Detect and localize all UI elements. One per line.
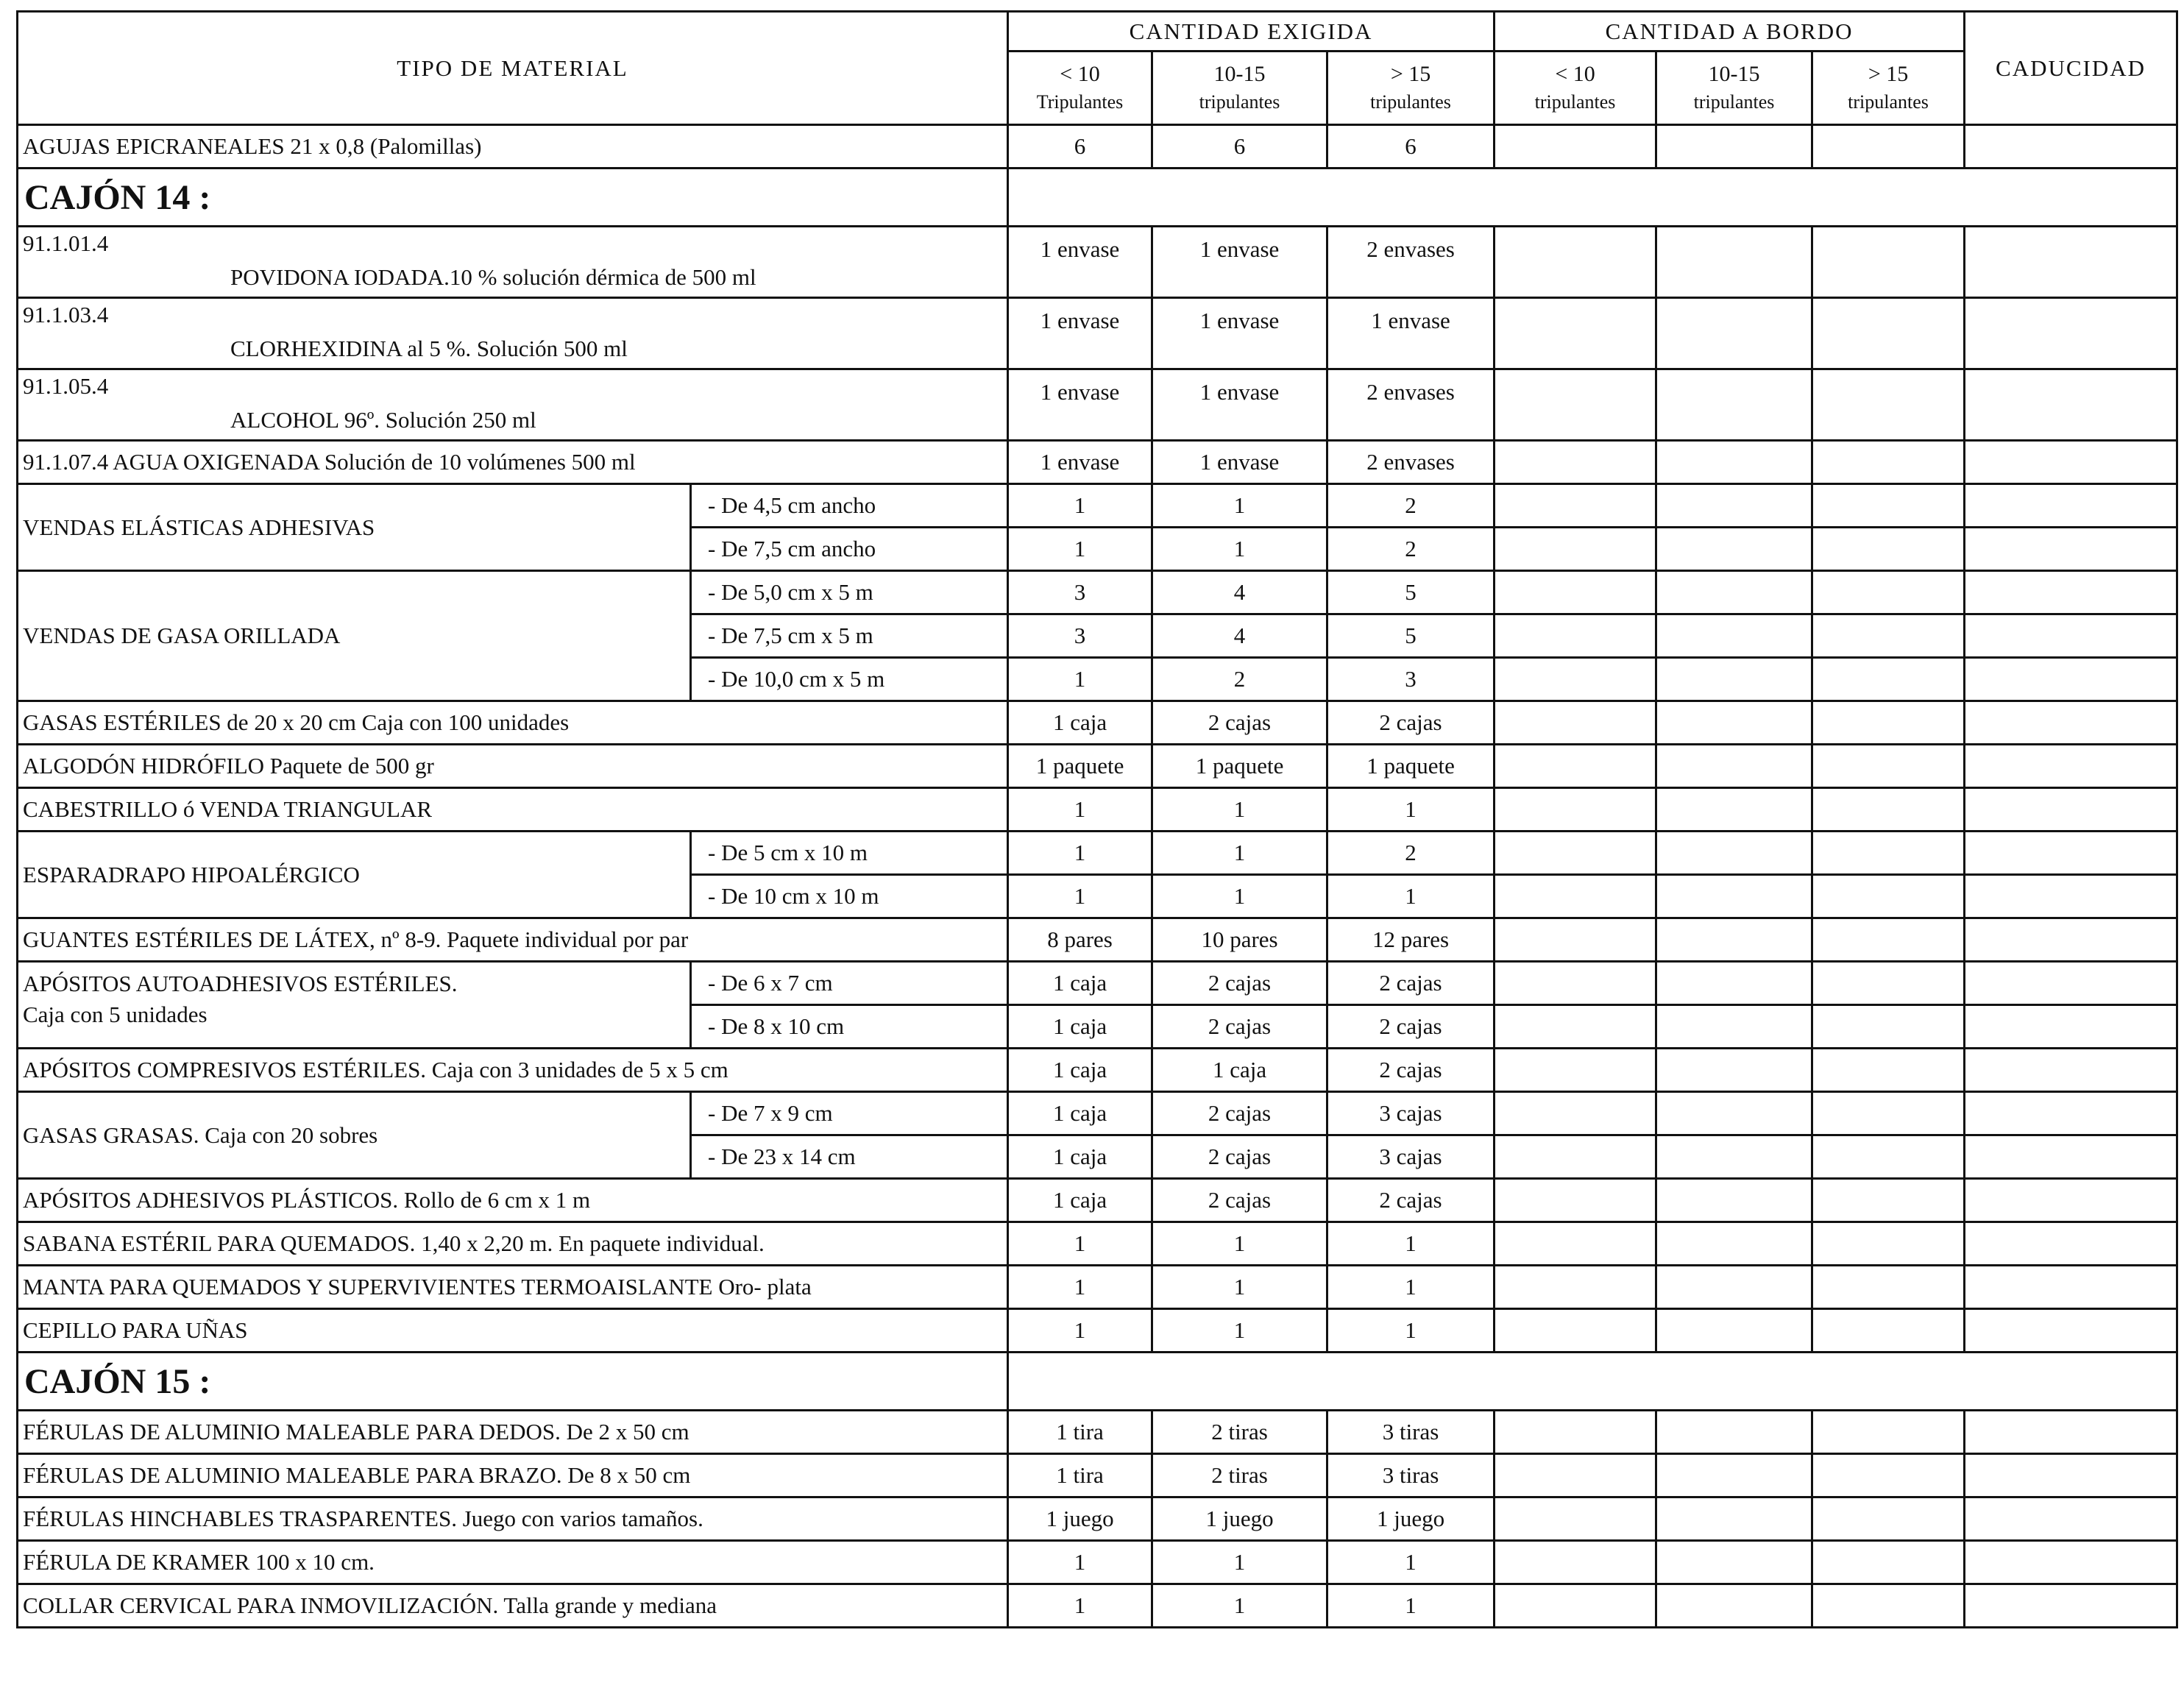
- item-size: - De 23 x 14 cm: [691, 1135, 1008, 1179]
- qty-cell: 1: [1152, 528, 1327, 571]
- header-col-exigida-lt10: < 10 Tripulantes: [1008, 52, 1152, 125]
- table-row: [18, 788, 2177, 832]
- onboard-cell[interactable]: [1495, 1092, 1656, 1135]
- header-col-bordo-10-15: 10-15 tripulantes: [1656, 52, 1812, 125]
- onboard-cell[interactable]: [1812, 1454, 1965, 1497]
- onboard-cell[interactable]: [1812, 1541, 1965, 1584]
- onboard-cell[interactable]: [1656, 788, 1812, 832]
- table-row: [18, 745, 2177, 788]
- onboard-cell[interactable]: [1812, 918, 1965, 962]
- item-name: [18, 298, 1008, 369]
- qty-cell: 1: [1008, 1266, 1152, 1309]
- table-row: [18, 484, 2177, 528]
- medical-supply-sheet: [16, 10, 2176, 1628]
- onboard-cell[interactable]: [1495, 369, 1656, 441]
- onboard-cell[interactable]: [1495, 1497, 1656, 1541]
- qty-cell: 6: [1008, 125, 1152, 169]
- onboard-cell[interactable]: [1495, 528, 1656, 571]
- expiry-cell[interactable]: [1965, 1266, 2177, 1309]
- qty-cell: 1 caja: [1008, 962, 1152, 1005]
- item-size: - De 4,5 cm ancho: [691, 484, 1008, 528]
- onboard-cell[interactable]: [1812, 441, 1965, 484]
- qty-cell: 1 envase: [1327, 298, 1495, 369]
- onboard-cell[interactable]: [1495, 1584, 1656, 1628]
- qty-cell: 2 cajas: [1327, 1049, 1495, 1092]
- onboard-cell[interactable]: [1495, 701, 1656, 745]
- section-row: [18, 1353, 2177, 1411]
- qty-cell: 2: [1327, 528, 1495, 571]
- qty-cell: 1 paquete: [1152, 745, 1327, 788]
- onboard-cell[interactable]: [1656, 528, 1812, 571]
- onboard-cell[interactable]: [1812, 962, 1965, 1005]
- expiry-cell[interactable]: [1965, 962, 2177, 1005]
- section-filler: [1008, 1353, 2177, 1411]
- onboard-cell[interactable]: [1495, 875, 1656, 918]
- item-name-line-1: APÓSITOS AUTOADHESIVOS ESTÉRILES.: [23, 971, 458, 996]
- qty-cell: 1: [1327, 875, 1495, 918]
- expiry-cell[interactable]: [1965, 1049, 2177, 1092]
- qty-cell: 6: [1327, 125, 1495, 169]
- qty-cell: 2 tiras: [1152, 1454, 1327, 1497]
- onboard-cell[interactable]: [1812, 369, 1965, 441]
- onboard-cell[interactable]: [1656, 1049, 1812, 1092]
- item-size: - De 8 x 10 cm: [691, 1005, 1008, 1049]
- onboard-cell[interactable]: [1495, 832, 1656, 875]
- qty-cell: 1: [1152, 1266, 1327, 1309]
- expiry-cell[interactable]: [1965, 658, 2177, 701]
- qty-cell: 1 envase: [1152, 227, 1327, 298]
- qty-cell: 3 tiras: [1327, 1411, 1495, 1454]
- qty-cell: 8 pares: [1008, 918, 1152, 962]
- expiry-cell[interactable]: [1965, 1541, 2177, 1584]
- qty-cell: 1: [1008, 528, 1152, 571]
- header-col-bordo-lt10: < 10 tripulantes: [1495, 52, 1656, 125]
- onboard-cell[interactable]: [1495, 658, 1656, 701]
- item-name-line-2: Caja con 5 unidades: [23, 1002, 208, 1027]
- onboard-cell[interactable]: [1812, 298, 1965, 369]
- qty-cell: 1 juego: [1152, 1497, 1327, 1541]
- item-name: GASAS GRASAS. Caja con 20 sobres: [18, 1092, 691, 1179]
- qty-cell: 1: [1008, 1584, 1152, 1628]
- onboard-cell[interactable]: [1812, 1049, 1965, 1092]
- expiry-cell[interactable]: [1965, 1135, 2177, 1179]
- onboard-cell[interactable]: [1495, 1266, 1656, 1309]
- qty-cell: 2 cajas: [1327, 962, 1495, 1005]
- qty-cell: 3: [1327, 658, 1495, 701]
- qty-cell: 2 cajas: [1152, 962, 1327, 1005]
- qty-cell: 2 cajas: [1152, 1005, 1327, 1049]
- onboard-cell[interactable]: [1495, 1049, 1656, 1092]
- onboard-cell[interactable]: [1656, 571, 1812, 614]
- qty-cell: 3: [1008, 614, 1152, 658]
- onboard-cell[interactable]: [1656, 1309, 1812, 1353]
- qty-cell: 1 paquete: [1008, 745, 1152, 788]
- qty-cell: 1 juego: [1008, 1497, 1152, 1541]
- expiry-cell[interactable]: [1965, 1222, 2177, 1266]
- qty-cell: 2 cajas: [1152, 701, 1327, 745]
- qty-cell: 1 caja: [1008, 1179, 1152, 1222]
- onboard-cell[interactable]: [1656, 369, 1812, 441]
- onboard-cell[interactable]: [1656, 962, 1812, 1005]
- onboard-cell[interactable]: [1812, 745, 1965, 788]
- header-cantidad-a-bordo: CANTIDAD A BORDO: [1495, 12, 1965, 52]
- qty-cell: 5: [1327, 571, 1495, 614]
- table-row: [18, 571, 2177, 614]
- expiry-cell[interactable]: [1965, 1179, 2177, 1222]
- section-filler: [1008, 169, 2177, 227]
- onboard-cell[interactable]: [1495, 298, 1656, 369]
- qty-cell: 1: [1152, 1309, 1327, 1353]
- qty-cell: 2 cajas: [1327, 1005, 1495, 1049]
- qty-cell: 3 cajas: [1327, 1092, 1495, 1135]
- onboard-cell[interactable]: [1812, 1411, 1965, 1454]
- item-name: FÉRULAS DE ALUMINIO MALEABLE PARA BRAZO. De 8 x 50 cm: [18, 1454, 1008, 1497]
- qty-cell: 1: [1152, 1541, 1327, 1584]
- onboard-cell[interactable]: [1656, 1497, 1812, 1541]
- onboard-cell[interactable]: [1812, 484, 1965, 528]
- table-row: [18, 1497, 2177, 1541]
- qty-cell: 1: [1008, 484, 1152, 528]
- qty-cell: 1 juego: [1327, 1497, 1495, 1541]
- qty-cell: 1 envase: [1008, 441, 1152, 484]
- qty-cell: 2: [1327, 832, 1495, 875]
- onboard-cell[interactable]: [1656, 1454, 1812, 1497]
- onboard-cell[interactable]: [1495, 227, 1656, 298]
- header-col-exigida-gt15: > 15 tripulantes: [1327, 52, 1495, 125]
- item-name: FÉRULAS HINCHABLES TRASPARENTES. Juego con varios tamaños.: [18, 1497, 1008, 1541]
- qty-cell: 1 envase: [1008, 227, 1152, 298]
- qty-cell: 1 envase: [1152, 369, 1327, 441]
- onboard-cell[interactable]: [1812, 1266, 1965, 1309]
- onboard-cell[interactable]: [1812, 1005, 1965, 1049]
- qty-cell: 2: [1327, 484, 1495, 528]
- qty-cell: 1: [1327, 1222, 1495, 1266]
- table-row: [18, 1222, 2177, 1266]
- onboard-cell[interactable]: [1495, 125, 1656, 169]
- qty-cell: 1: [1008, 832, 1152, 875]
- onboard-cell[interactable]: [1495, 1005, 1656, 1049]
- onboard-cell[interactable]: [1495, 571, 1656, 614]
- expiry-cell[interactable]: [1965, 1092, 2177, 1135]
- onboard-cell[interactable]: [1656, 1179, 1812, 1222]
- item-name: COLLAR CERVICAL PARA INMOVILIZACIÓN. Talla grande y mediana: [18, 1584, 1008, 1628]
- qty-cell: 3 tiras: [1327, 1454, 1495, 1497]
- onboard-cell[interactable]: [1656, 441, 1812, 484]
- onboard-cell[interactable]: [1495, 1454, 1656, 1497]
- onboard-cell[interactable]: [1656, 1092, 1812, 1135]
- qty-cell: 2 cajas: [1152, 1135, 1327, 1179]
- qty-cell: 1: [1008, 1309, 1152, 1353]
- qty-cell: 1 envase: [1008, 369, 1152, 441]
- onboard-cell[interactable]: [1495, 962, 1656, 1005]
- onboard-cell[interactable]: [1495, 918, 1656, 962]
- item-description: POVIDONA IODADA.10 % solución dérmica de 500 ml: [230, 264, 756, 290]
- table-row: [18, 369, 2177, 441]
- expiry-cell[interactable]: [1965, 788, 2177, 832]
- expiry-cell[interactable]: [1965, 1309, 2177, 1353]
- expiry-cell[interactable]: [1965, 441, 2177, 484]
- qty-cell: 1: [1327, 788, 1495, 832]
- expiry-cell[interactable]: [1965, 571, 2177, 614]
- qty-cell: 2: [1152, 658, 1327, 701]
- qty-cell: 12 pares: [1327, 918, 1495, 962]
- onboard-cell[interactable]: [1656, 298, 1812, 369]
- onboard-cell[interactable]: [1812, 1309, 1965, 1353]
- onboard-cell[interactable]: [1656, 1266, 1812, 1309]
- qty-cell: 1: [1152, 484, 1327, 528]
- onboard-cell[interactable]: [1656, 1222, 1812, 1266]
- qty-cell: 1 caja: [1152, 1049, 1327, 1092]
- qty-cell: 1 paquete: [1327, 745, 1495, 788]
- item-size: - De 10,0 cm x 5 m: [691, 658, 1008, 701]
- qty-cell: 6: [1152, 125, 1327, 169]
- onboard-cell[interactable]: [1495, 1222, 1656, 1266]
- qty-cell: 1: [1327, 1309, 1495, 1353]
- table-row: [18, 832, 2177, 875]
- onboard-cell[interactable]: [1495, 614, 1656, 658]
- qty-cell: 1 caja: [1008, 1049, 1152, 1092]
- qty-cell: 1: [1008, 1222, 1152, 1266]
- qty-cell: 2 cajas: [1152, 1179, 1327, 1222]
- header-cantidad-exigida: CANTIDAD EXIGIDA: [1008, 12, 1495, 52]
- qty-cell: 1: [1152, 832, 1327, 875]
- item-size: - De 7,5 cm ancho: [691, 528, 1008, 571]
- onboard-cell[interactable]: [1656, 701, 1812, 745]
- table-row: [18, 1092, 2177, 1135]
- item-name: 91.1.07.4 AGUA OXIGENADA Solución de 10 volúmenes 500 ml: [18, 441, 1008, 484]
- onboard-cell[interactable]: [1656, 1135, 1812, 1179]
- expiry-cell[interactable]: [1965, 125, 2177, 169]
- qty-cell: 1 caja: [1008, 701, 1152, 745]
- expiry-cell[interactable]: [1965, 369, 2177, 441]
- table-row: [18, 1266, 2177, 1309]
- onboard-cell[interactable]: [1495, 484, 1656, 528]
- onboard-cell[interactable]: [1812, 1135, 1965, 1179]
- qty-cell: 10 pares: [1152, 918, 1327, 962]
- medical-supply-table: [16, 10, 2178, 1628]
- qty-cell: 5: [1327, 614, 1495, 658]
- item-name: VENDAS DE GASA ORILLADA: [18, 571, 691, 701]
- onboard-cell[interactable]: [1812, 788, 1965, 832]
- expiry-cell[interactable]: [1965, 528, 2177, 571]
- qty-cell: 1 envase: [1152, 441, 1327, 484]
- onboard-cell[interactable]: [1495, 441, 1656, 484]
- expiry-cell[interactable]: [1965, 1454, 2177, 1497]
- qty-cell: 4: [1152, 614, 1327, 658]
- item-name: MANTA PARA QUEMADOS Y SUPERVIVIENTES TERMOAISLANTE Oro- plata: [18, 1266, 1008, 1309]
- table-row: [18, 962, 2177, 1005]
- item-name: VENDAS ELÁSTICAS ADHESIVAS: [18, 484, 691, 571]
- qty-cell: 3: [1008, 571, 1152, 614]
- table-row: [18, 701, 2177, 745]
- qty-cell: 2 envases: [1327, 227, 1495, 298]
- onboard-cell[interactable]: [1656, 745, 1812, 788]
- expiry-cell[interactable]: [1965, 614, 2177, 658]
- expiry-cell[interactable]: [1965, 1497, 2177, 1541]
- item-name: GASAS ESTÉRILES de 20 x 20 cm Caja con 100 unidades: [18, 701, 1008, 745]
- section-heading: CAJÓN 15 :: [18, 1353, 1008, 1411]
- item-name: [18, 962, 691, 1049]
- table-row: [18, 1454, 2177, 1497]
- qty-cell: 1: [1152, 1222, 1327, 1266]
- item-code: 91.1.01.4: [23, 230, 109, 256]
- item-name: SABANA ESTÉRIL PARA QUEMADOS. 1,40 x 2,20 m. En paquete individual.: [18, 1222, 1008, 1266]
- item-name: APÓSITOS COMPRESIVOS ESTÉRILES. Caja con 3 unidades de 5 x 5 cm: [18, 1049, 1008, 1092]
- onboard-cell[interactable]: [1812, 571, 1965, 614]
- item-name: APÓSITOS ADHESIVOS PLÁSTICOS. Rollo de 6 cm x 1 m: [18, 1179, 1008, 1222]
- qty-cell: 1 envase: [1008, 298, 1152, 369]
- onboard-cell[interactable]: [1812, 1222, 1965, 1266]
- item-name: AGUJAS EPICRANEALES 21 x 0,8 (Palomillas): [18, 125, 1008, 169]
- onboard-cell[interactable]: [1812, 125, 1965, 169]
- qty-cell: 1 caja: [1008, 1005, 1152, 1049]
- qty-cell: 3 cajas: [1327, 1135, 1495, 1179]
- onboard-cell[interactable]: [1495, 1179, 1656, 1222]
- qty-cell: 1: [1152, 788, 1327, 832]
- onboard-cell[interactable]: [1495, 1541, 1656, 1584]
- qty-cell: 1: [1327, 1266, 1495, 1309]
- expiry-cell[interactable]: [1965, 832, 2177, 875]
- header-caducidad: CADUCIDAD: [1965, 12, 2177, 125]
- onboard-cell[interactable]: [1656, 1411, 1812, 1454]
- expiry-cell[interactable]: [1965, 484, 2177, 528]
- item-name: GUANTES ESTÉRILES DE LÁTEX, nº 8-9. Paquete individual por par: [18, 918, 1008, 962]
- onboard-cell[interactable]: [1656, 125, 1812, 169]
- table-row: [18, 1049, 2177, 1092]
- onboard-cell[interactable]: [1656, 1005, 1812, 1049]
- onboard-cell[interactable]: [1812, 528, 1965, 571]
- onboard-cell[interactable]: [1812, 1584, 1965, 1628]
- onboard-cell[interactable]: [1656, 1541, 1812, 1584]
- qty-cell: 4: [1152, 571, 1327, 614]
- onboard-cell[interactable]: [1495, 1135, 1656, 1179]
- header-material: TIPO DE MATERIAL: [18, 12, 1008, 125]
- expiry-cell[interactable]: [1965, 1584, 2177, 1628]
- onboard-cell[interactable]: [1812, 1092, 1965, 1135]
- qty-cell: 2 envases: [1327, 441, 1495, 484]
- item-size: - De 5 cm x 10 m: [691, 832, 1008, 875]
- item-name: FÉRULA DE KRAMER 100 x 10 cm.: [18, 1541, 1008, 1584]
- header-col-exigida-10-15: 10-15 tripulantes: [1152, 52, 1327, 125]
- table-row: [18, 1584, 2177, 1628]
- qty-cell: 1: [1008, 1541, 1152, 1584]
- table-row: [18, 1309, 2177, 1353]
- table-row: [18, 298, 2177, 369]
- item-code: 91.1.03.4: [23, 302, 109, 327]
- item-size: - De 6 x 7 cm: [691, 962, 1008, 1005]
- onboard-cell[interactable]: [1495, 745, 1656, 788]
- item-size: - De 7 x 9 cm: [691, 1092, 1008, 1135]
- onboard-cell[interactable]: [1656, 1584, 1812, 1628]
- qty-cell: 2 cajas: [1327, 701, 1495, 745]
- table-row: [18, 441, 2177, 484]
- onboard-cell[interactable]: [1656, 484, 1812, 528]
- qty-cell: 1 envase: [1152, 298, 1327, 369]
- item-description: CLORHEXIDINA al 5 %. Solución 500 ml: [230, 336, 628, 361]
- table-row: [18, 125, 2177, 169]
- qty-cell: 1: [1327, 1541, 1495, 1584]
- item-description: ALCOHOL 96º. Solución 250 ml: [230, 407, 536, 433]
- qty-cell: 2 cajas: [1152, 1092, 1327, 1135]
- onboard-cell[interactable]: [1495, 788, 1656, 832]
- onboard-cell[interactable]: [1812, 658, 1965, 701]
- onboard-cell[interactable]: [1812, 614, 1965, 658]
- expiry-cell[interactable]: [1965, 1005, 2177, 1049]
- item-name: ESPARADRAPO HIPOALÉRGICO: [18, 832, 691, 918]
- table-row: [18, 227, 2177, 298]
- item-name: CABESTRILLO ó VENDA TRIANGULAR: [18, 788, 1008, 832]
- onboard-cell[interactable]: [1812, 1497, 1965, 1541]
- qty-cell: 1: [1327, 1584, 1495, 1628]
- qty-cell: 1 tira: [1008, 1411, 1152, 1454]
- table-row: [18, 918, 2177, 962]
- qty-cell: 1 caja: [1008, 1092, 1152, 1135]
- expiry-cell[interactable]: [1965, 918, 2177, 962]
- onboard-cell[interactable]: [1656, 918, 1812, 962]
- onboard-cell[interactable]: [1656, 658, 1812, 701]
- expiry-cell[interactable]: [1965, 745, 2177, 788]
- item-name: [18, 369, 1008, 441]
- item-name: [18, 227, 1008, 298]
- onboard-cell[interactable]: [1495, 1411, 1656, 1454]
- table-row: [18, 1411, 2177, 1454]
- onboard-cell[interactable]: [1812, 1179, 1965, 1222]
- onboard-cell[interactable]: [1495, 1309, 1656, 1353]
- onboard-cell[interactable]: [1656, 875, 1812, 918]
- item-name: CEPILLO PARA UÑAS: [18, 1309, 1008, 1353]
- table-row: [18, 1179, 2177, 1222]
- onboard-cell[interactable]: [1656, 832, 1812, 875]
- item-size: - De 7,5 cm x 5 m: [691, 614, 1008, 658]
- onboard-cell[interactable]: [1812, 832, 1965, 875]
- expiry-cell[interactable]: [1965, 227, 2177, 298]
- section-row: [18, 169, 2177, 227]
- qty-cell: 1: [1008, 788, 1152, 832]
- header-col-bordo-gt15: > 15 tripulantes: [1812, 52, 1965, 125]
- qty-cell: 1 tira: [1008, 1454, 1152, 1497]
- onboard-cell[interactable]: [1656, 227, 1812, 298]
- table-row: [18, 1541, 2177, 1584]
- expiry-cell[interactable]: [1965, 1411, 2177, 1454]
- item-size: - De 10 cm x 10 m: [691, 875, 1008, 918]
- qty-cell: 2 envases: [1327, 369, 1495, 441]
- qty-cell: 1: [1152, 875, 1327, 918]
- section-heading: CAJÓN 14 :: [18, 169, 1008, 227]
- qty-cell: 1: [1152, 1584, 1327, 1628]
- onboard-cell[interactable]: [1812, 875, 1965, 918]
- onboard-cell[interactable]: [1656, 614, 1812, 658]
- onboard-cell[interactable]: [1812, 227, 1965, 298]
- expiry-cell[interactable]: [1965, 298, 2177, 369]
- qty-cell: 2 tiras: [1152, 1411, 1327, 1454]
- item-code: 91.1.05.4: [23, 373, 109, 399]
- onboard-cell[interactable]: [1812, 701, 1965, 745]
- qty-cell: 1: [1008, 658, 1152, 701]
- qty-cell: 1: [1008, 875, 1152, 918]
- item-name: FÉRULAS DE ALUMINIO MALEABLE PARA DEDOS. De 2 x 50 cm: [18, 1411, 1008, 1454]
- item-size: - De 5,0 cm x 5 m: [691, 571, 1008, 614]
- expiry-cell[interactable]: [1965, 701, 2177, 745]
- item-name: ALGODÓN HIDRÓFILO Paquete de 500 gr: [18, 745, 1008, 788]
- qty-cell: 2 cajas: [1327, 1179, 1495, 1222]
- expiry-cell[interactable]: [1965, 875, 2177, 918]
- qty-cell: 1 caja: [1008, 1135, 1152, 1179]
